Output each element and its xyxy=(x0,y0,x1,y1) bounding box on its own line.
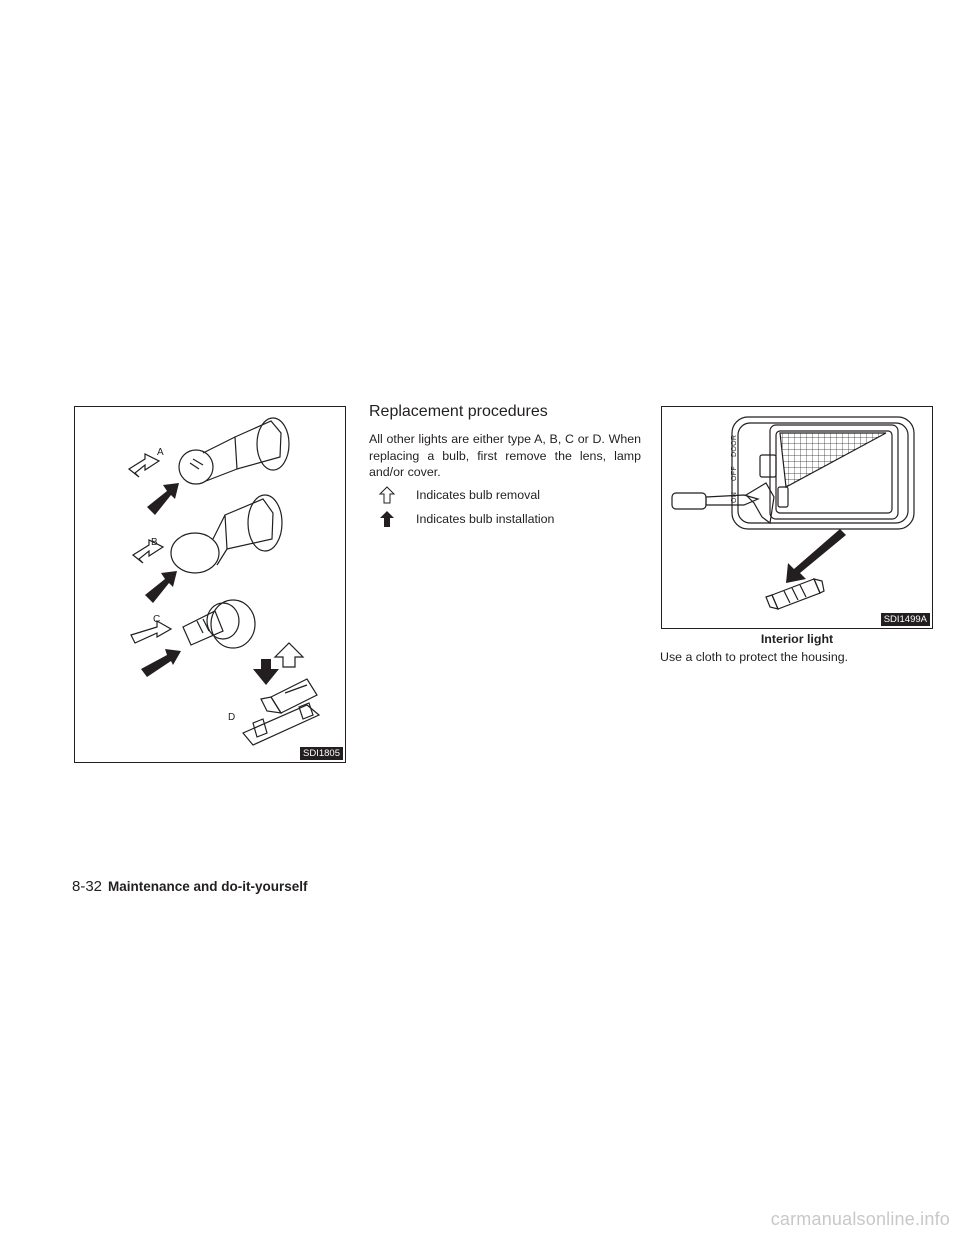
solid-up-arrow-icon xyxy=(378,510,396,528)
watermark: carmanualsonline.info xyxy=(770,1209,950,1229)
bulb-letter-d: D xyxy=(228,712,236,723)
switch-label-door: DOOR xyxy=(731,434,738,457)
switch-label-off: OFF xyxy=(731,466,738,481)
interior-light-figure xyxy=(661,406,933,629)
bulb-type-c-drawing xyxy=(183,600,255,648)
section-heading: Replacement procedures xyxy=(369,403,548,420)
interior-light-illustration xyxy=(662,407,932,628)
bulb-letter-a: A xyxy=(157,447,164,458)
figure-code: SDI1805 xyxy=(300,747,343,760)
bulb-type-a-drawing xyxy=(179,418,289,484)
housing-note: Use a cloth to protect the housing. xyxy=(660,650,849,664)
legend-installation xyxy=(378,510,554,528)
bulb-letter-c: C xyxy=(153,614,161,625)
legend-installation-label: Indicates bulb installation xyxy=(416,512,555,526)
bulb-type-d-drawing xyxy=(243,679,319,745)
outline-up-arrow-icon xyxy=(378,486,396,504)
figure-code: SDI1499A xyxy=(881,613,930,626)
legend-removal xyxy=(378,486,540,504)
bulb-type-b-drawing xyxy=(171,495,282,573)
bulb-types-figure xyxy=(74,406,346,763)
bulb-types-illustration xyxy=(75,407,345,762)
legend-removal-label: Indicates bulb removal xyxy=(416,488,540,502)
switch-label-on: ON xyxy=(731,491,738,503)
figure-caption: Interior light xyxy=(760,632,834,646)
bulb-letter-b: B xyxy=(151,537,158,548)
footer-section-title: Maintenance and do-it-yourself xyxy=(108,879,308,894)
page-number: 8-32 xyxy=(72,878,103,895)
section-body: All other lights are either type A, B, C or D. When replacing a bulb, first remove the lens, lamp and/or cover. xyxy=(369,432,641,479)
page-footer xyxy=(72,878,308,895)
